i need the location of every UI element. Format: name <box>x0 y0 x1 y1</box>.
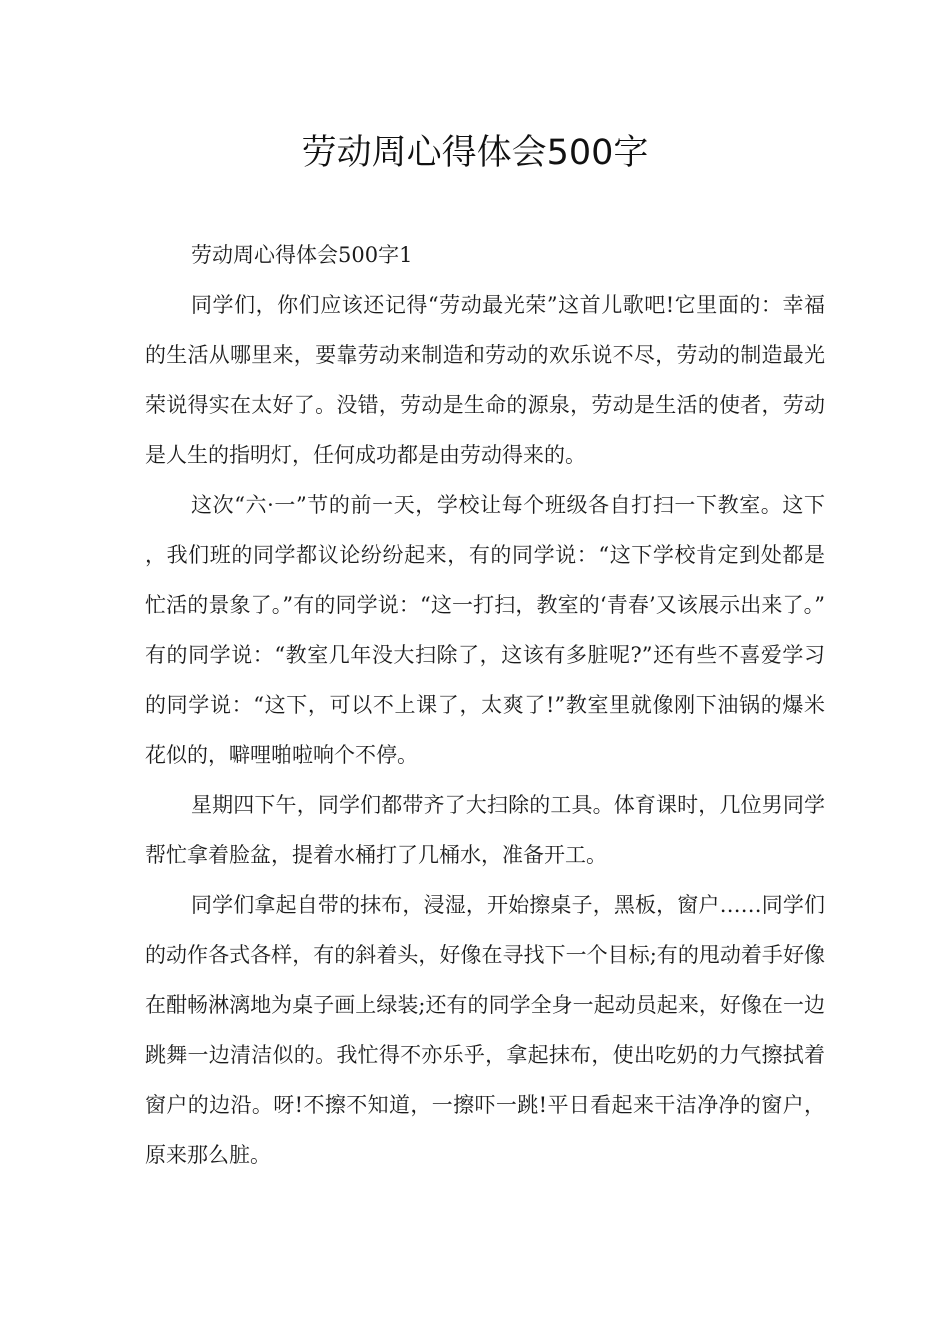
section-heading: 劳动周心得体会500字1 <box>191 243 413 267</box>
paragraph-2: 这次“六·一”节的前一天，学校让每个班级各自打扫一下教室。这下，我们班的同学都议论纷纷起来，有的同学说：“这下学校肯定到处都是忙活的景象了。”有的同学说：“这一打扫，教室的‘青春’又该展示出来了。”有的同学说：“教室几年没大扫除了，这该有多脏呢?”还有些不喜爱学习的同学说：“这下，可以不上课了，太爽了!”教室里就像刚下油锅的爆米花似的，噼哩啪啦响个不停。 <box>145 493 825 767</box>
paragraph-1: 同学们，你们应该还记得“劳动最光荣”这首儿歌吧!它里面的：幸福的生活从哪里来，要靠劳动来制造和劳动的欢乐说不尽，劳动的制造最光荣说得实在太好了。没错，劳动是生命的源泉，劳动是生活的使者，劳动是人生的指明灯，任何成功都是由劳动得来的。 <box>145 293 825 467</box>
document-body <box>145 230 825 1180</box>
paragraph-3: 星期四下午，同学们都带齐了大扫除的工具。体育课时，几位男同学帮忙拿着脸盆，提着水桶打了几桶水，准备开工。 <box>145 793 825 867</box>
paragraph-4: 同学们拿起自带的抹布，浸湿，开始擦桌子，黑板，窗户……同学们的动作各式各样，有的斜着头，好像在寻找下一个目标;有的甩动着手好像在酣畅淋漓地为桌子画上绿装;还有的同学全身一起动员起来，好像在一边跳舞一边清洁似的。我忙得不亦乐乎，拿起抹布，使出吃奶的力气擦拭着窗户的边沿。呀!不擦不知道，一擦吓一跳!平日看起来干洁净净的窗户，原来那么脏。 <box>145 893 825 1167</box>
document-title: 劳动周心得体会500字 <box>301 133 649 173</box>
